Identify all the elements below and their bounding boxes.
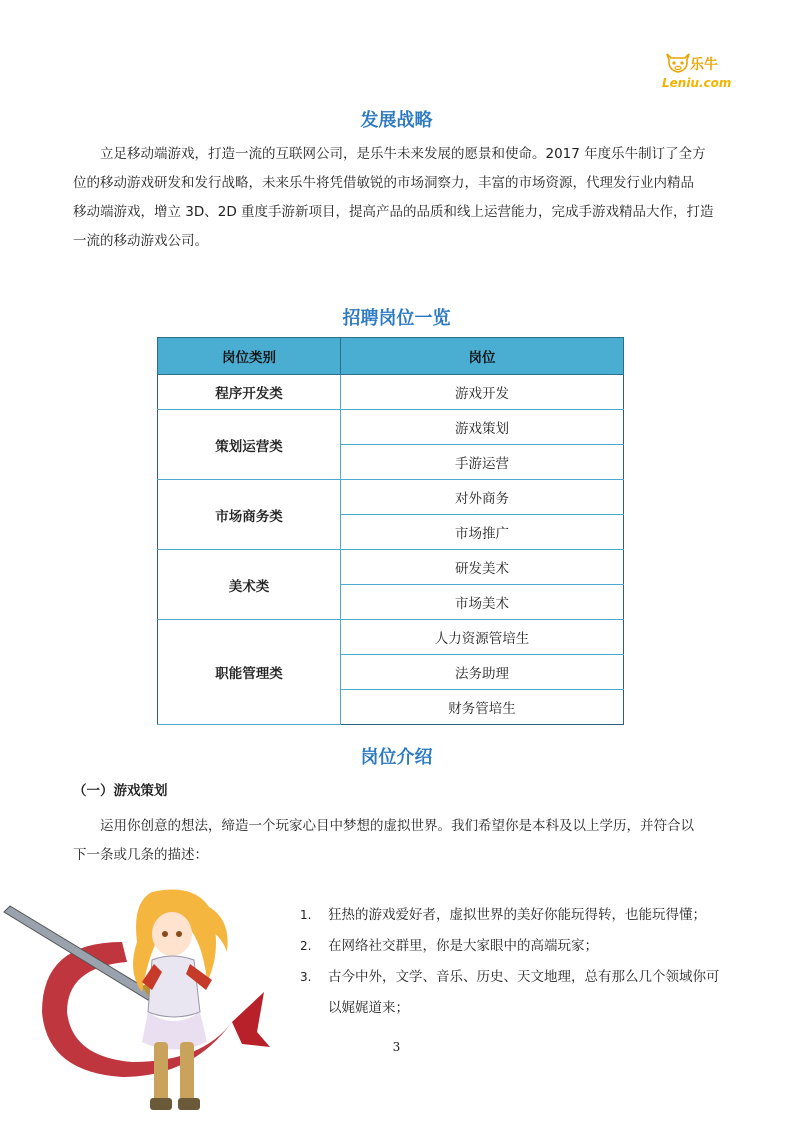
position-cell: 财务管培生 [341,690,624,725]
position-cell: 研发美术 [341,550,624,585]
strategy-line: 一流的移动游戏公司。 [73,233,208,249]
game-character-illustration [2,872,272,1122]
strategy-line: 位的移动游戏研发和发行战略，未来乐牛将凭借敏锐的市场洞察力，丰富的市场资源，代理发行业内精品 [73,175,694,191]
section-title-strategy: 发展战略 [360,110,433,131]
table-row [158,375,624,410]
table-row [158,550,624,585]
logo-chinese-text: 乐牛 [690,57,718,73]
position-cell: 手游运营 [341,445,624,480]
intro-line: 下一条或几条的描述： [73,847,208,863]
table-row [158,410,624,445]
list-item [300,962,730,1024]
subsection-title: （一）游戏策划 [73,783,168,799]
column-header-position: 岗位 [341,338,624,375]
category-cell: 市场商务类 [158,480,341,550]
intro-line: 运用你创意的想法，缔造一个玩家心目中梦想的虚拟世界。我们希望你是本科及以上学历，并符合以 [100,818,694,834]
list-number: 3. [300,970,312,984]
strategy-line: 立足移动端游戏，打造一流的互联网公司，是乐牛未来发展的愿景和使命。2017 年度乐牛制订了全方 [100,146,706,162]
table-row [158,620,624,655]
logo-english-text: Leniu.com [662,76,732,90]
position-cell: 游戏策划 [341,410,624,445]
list-item [300,931,730,962]
strategy-line: 移动端游戏，增立 3D、2D 重度手游新项目，提高产品的品质和线上运营能力，完成手游戏精品大作，打造 [73,204,714,220]
section-title-jobs: 招聘岗位一览 [342,308,451,329]
position-cell: 法务助理 [341,655,624,690]
position-cell: 对外商务 [341,480,624,515]
category-cell: 策划运营类 [158,410,341,480]
list-number: 2. [300,939,312,953]
column-header-category: 岗位类别 [158,338,341,375]
position-cell: 人力资源管培生 [341,620,624,655]
position-cell: 市场美术 [341,585,624,620]
list-text: 狂热的游戏爱好者，虚拟世界的美好你能玩得转，也能玩得懂； [328,907,706,923]
section-title-intro: 岗位介绍 [360,747,433,768]
category-cell: 美术类 [158,550,341,620]
table-row [158,480,624,515]
page-number: 3 [392,1040,401,1054]
jobs-table [157,337,624,725]
table-header-row [158,338,624,375]
category-cell: 职能管理类 [158,620,341,725]
intro-paragraph [73,812,723,870]
strategy-paragraph [73,140,723,256]
list-text: 在网络社交群里，你是大家眼中的高端玩家； [328,938,598,954]
position-cell: 游戏开发 [341,375,624,410]
category-cell: 程序开发类 [158,375,341,410]
leniu-logo [660,50,730,96]
list-text: 古今中外，文学、音乐、历史、天文地理，总有那么几个领域你可以娓娓道来； [328,969,720,1016]
position-cell: 市场推广 [341,515,624,550]
bull-head-icon [664,50,692,74]
requirements-list [300,900,730,1024]
list-number: 1. [300,908,312,922]
list-item [300,900,730,931]
